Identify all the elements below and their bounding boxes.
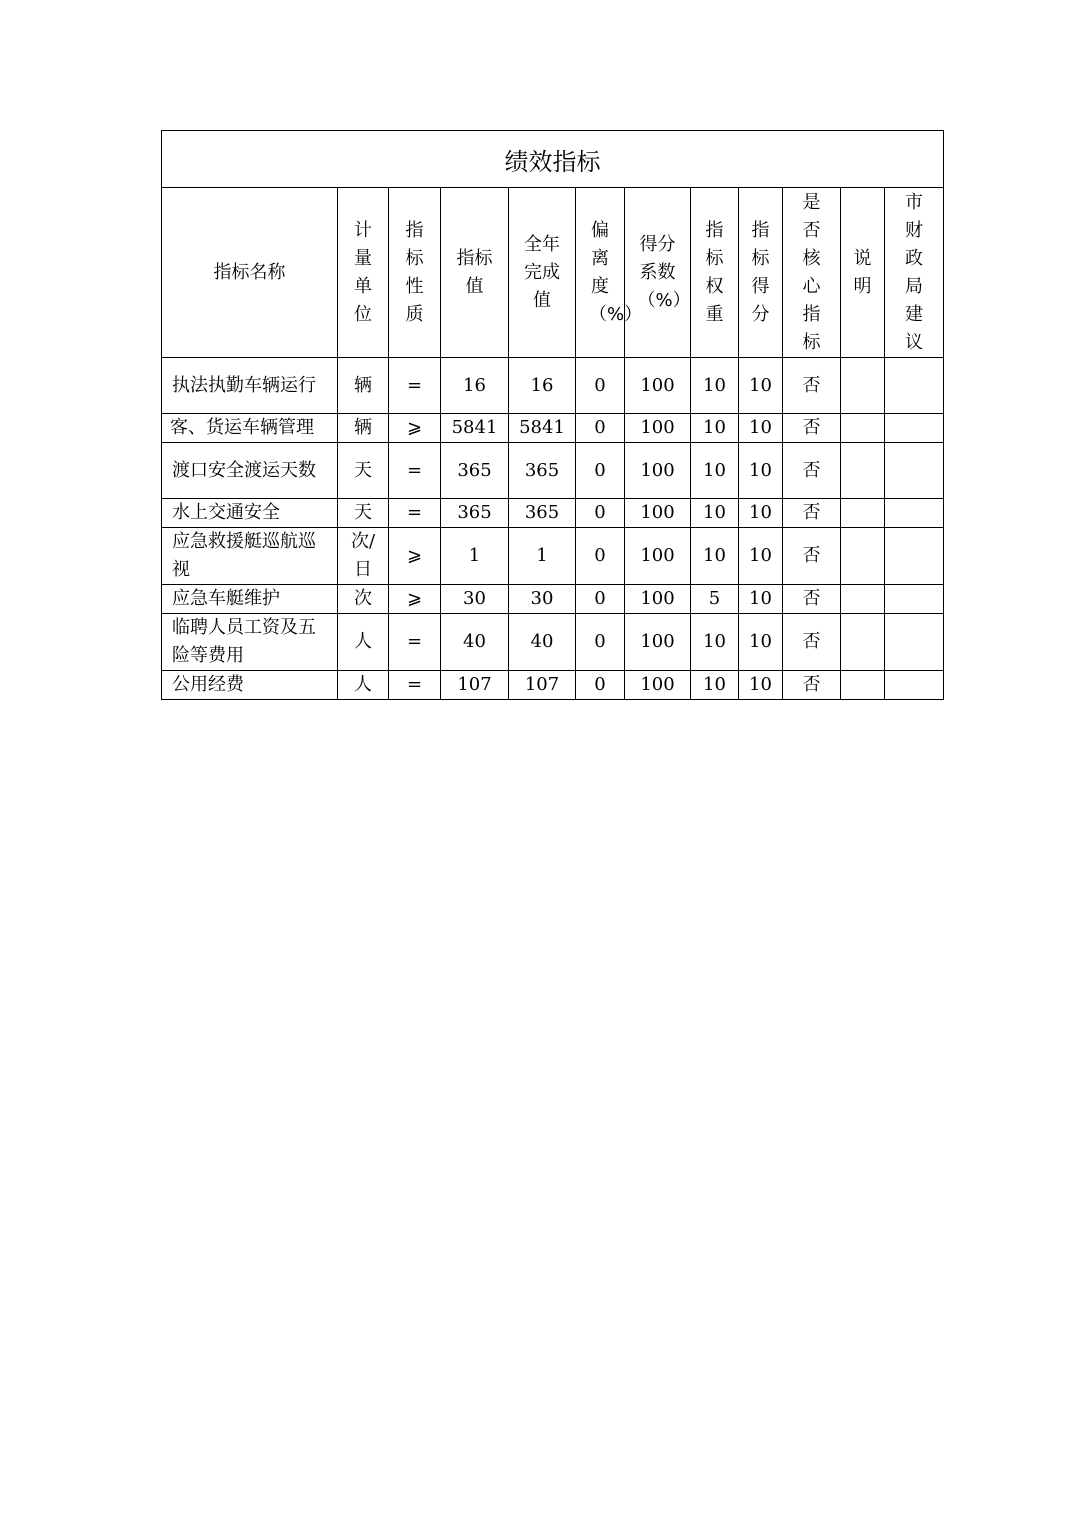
- cell-weight: 10: [691, 671, 739, 700]
- cell-nature: ⩾: [389, 528, 441, 585]
- cell-note: [841, 585, 885, 614]
- cell-deviation: 0: [576, 614, 625, 671]
- cell-note: [841, 614, 885, 671]
- header-completed: [509, 188, 576, 358]
- cell-completed: 365: [509, 499, 576, 528]
- table-title: 绩效指标: [162, 131, 944, 188]
- cell-core: 否: [783, 614, 841, 671]
- cell-finance: [885, 614, 944, 671]
- cell-score: 10: [739, 585, 783, 614]
- cell-name: 客、货运车辆管理: [162, 414, 338, 443]
- cell-deviation: 0: [576, 443, 625, 499]
- table-row: [162, 443, 944, 499]
- cell-name: 水上交通安全: [162, 499, 338, 528]
- cell-score-coef: 100: [625, 614, 691, 671]
- header-unit-text: 计量单位: [354, 219, 372, 325]
- cell-unit: 辆: [338, 414, 389, 443]
- cell-deviation: 0: [576, 414, 625, 443]
- cell-unit: 天: [338, 443, 389, 499]
- table-row: [162, 499, 944, 528]
- cell-weight: 10: [691, 358, 739, 414]
- cell-nature: =: [389, 358, 441, 414]
- cell-target: 16: [441, 358, 509, 414]
- header-note: [841, 188, 885, 358]
- cell-name: 渡口安全渡运天数: [162, 443, 338, 499]
- header-weight-text: 指标权重: [705, 219, 724, 325]
- cell-completed: 16: [509, 358, 576, 414]
- header-row: [162, 188, 944, 358]
- header-weight: [691, 188, 739, 358]
- cell-name: 临聘人员工资及五险等费用: [162, 614, 338, 671]
- cell-target: 5841: [441, 414, 509, 443]
- cell-core: 否: [783, 358, 841, 414]
- cell-target: 40: [441, 614, 509, 671]
- cell-note: [841, 499, 885, 528]
- cell-core: 否: [783, 671, 841, 700]
- cell-unit: 辆: [338, 358, 389, 414]
- cell-unit: 次: [338, 585, 389, 614]
- cell-score-coef: 100: [625, 528, 691, 585]
- cell-nature: =: [389, 443, 441, 499]
- cell-target: 365: [441, 499, 509, 528]
- header-finance-text: 市财政局建议: [905, 191, 924, 353]
- header-completed-text: 全年完成值: [524, 233, 560, 311]
- header-score-coef: [625, 188, 691, 358]
- table-row: [162, 528, 944, 585]
- cell-unit: [338, 528, 389, 585]
- cell-target: 107: [441, 671, 509, 700]
- cell-note: [841, 414, 885, 443]
- cell-weight: 5: [691, 585, 739, 614]
- cell-finance: [885, 671, 944, 700]
- table-row: [162, 414, 944, 443]
- cell-note: [841, 358, 885, 414]
- cell-score: 10: [739, 358, 783, 414]
- cell-name: 应急救援艇巡航巡视: [162, 528, 338, 585]
- cell-score: 10: [739, 614, 783, 671]
- header-deviation: [576, 188, 643, 358]
- table-row: [162, 614, 944, 671]
- cell-finance: [885, 358, 944, 414]
- cell-target: 1: [441, 528, 509, 585]
- header-core: [783, 188, 841, 358]
- header-score: [739, 188, 783, 358]
- header-nature-text: 指标性质: [405, 219, 424, 325]
- cell-score-coef: 100: [625, 443, 691, 499]
- header-score-coef-text: 得分系数（%）: [637, 233, 691, 311]
- cell-finance: [885, 443, 944, 499]
- cell-score: 10: [739, 528, 783, 585]
- cell-deviation: 0: [576, 585, 625, 614]
- cell-finance: [885, 585, 944, 614]
- header-finance: [885, 188, 944, 358]
- cell-deviation: 0: [576, 499, 625, 528]
- cell-weight: 10: [691, 414, 739, 443]
- cell-score-coef: 100: [625, 585, 691, 614]
- cell-score-coef: 100: [625, 414, 691, 443]
- cell-weight: 10: [691, 614, 739, 671]
- cell-completed: 30: [509, 585, 576, 614]
- cell-target: 365: [441, 443, 509, 499]
- cell-nature: ⩾: [389, 585, 441, 614]
- cell-deviation: 0: [576, 358, 625, 414]
- cell-completed: 107: [509, 671, 576, 700]
- table-row: [162, 585, 944, 614]
- cell-name: 应急车艇维护: [162, 585, 338, 614]
- cell-nature: =: [389, 671, 441, 700]
- header-unit: [338, 188, 389, 358]
- cell-note: [841, 671, 885, 700]
- cell-core: 否: [783, 414, 841, 443]
- cell-completed: 1: [509, 528, 576, 585]
- header-target: [441, 188, 509, 358]
- table-row: [162, 358, 944, 414]
- cell-finance: [885, 499, 944, 528]
- cell-completed: 40: [509, 614, 576, 671]
- header-score-text: 指标得分: [751, 219, 770, 325]
- cell-score: 10: [739, 414, 783, 443]
- cell-deviation: 0: [576, 528, 625, 585]
- cell-score: 10: [739, 499, 783, 528]
- cell-unit: 人: [338, 671, 389, 700]
- cell-nature: ⩾: [389, 414, 441, 443]
- header-nature: [389, 188, 441, 358]
- header-deviation-text: 偏离度（%）: [589, 219, 643, 325]
- cell-core: 否: [783, 499, 841, 528]
- cell-finance: [885, 528, 944, 585]
- cell-completed: 365: [509, 443, 576, 499]
- cell-deviation: 0: [576, 671, 625, 700]
- cell-score: 10: [739, 443, 783, 499]
- cell-name: 执法执勤车辆运行: [162, 358, 338, 414]
- cell-unit: 天: [338, 499, 389, 528]
- cell-weight: 10: [691, 499, 739, 528]
- cell-note: [841, 443, 885, 499]
- cell-core: 否: [783, 528, 841, 585]
- cell-target: 30: [441, 585, 509, 614]
- cell-score-coef: 100: [625, 358, 691, 414]
- cell-weight: 10: [691, 528, 739, 585]
- cell-note: [841, 528, 885, 585]
- cell-core: 否: [783, 443, 841, 499]
- cell-score: 10: [739, 671, 783, 700]
- cell-nature: =: [389, 614, 441, 671]
- cell-completed: 5841: [509, 414, 576, 443]
- header-indicator-name: 指标名称: [162, 188, 338, 358]
- cell-unit: 人: [338, 614, 389, 671]
- cell-core: 否: [783, 585, 841, 614]
- header-core-text: 是否核心指标: [802, 191, 821, 353]
- table-row: [162, 671, 944, 700]
- cell-name: 公用经费: [162, 671, 338, 700]
- cell-unit-text: 次/日: [350, 531, 376, 580]
- cell-score-coef: 100: [625, 671, 691, 700]
- cell-weight: 10: [691, 443, 739, 499]
- header-note-text: 说明: [853, 247, 872, 297]
- performance-indicator-table: [161, 130, 944, 700]
- header-target-text: 指标值: [456, 247, 493, 297]
- cell-nature: =: [389, 499, 441, 528]
- cell-score-coef: 100: [625, 499, 691, 528]
- cell-finance: [885, 414, 944, 443]
